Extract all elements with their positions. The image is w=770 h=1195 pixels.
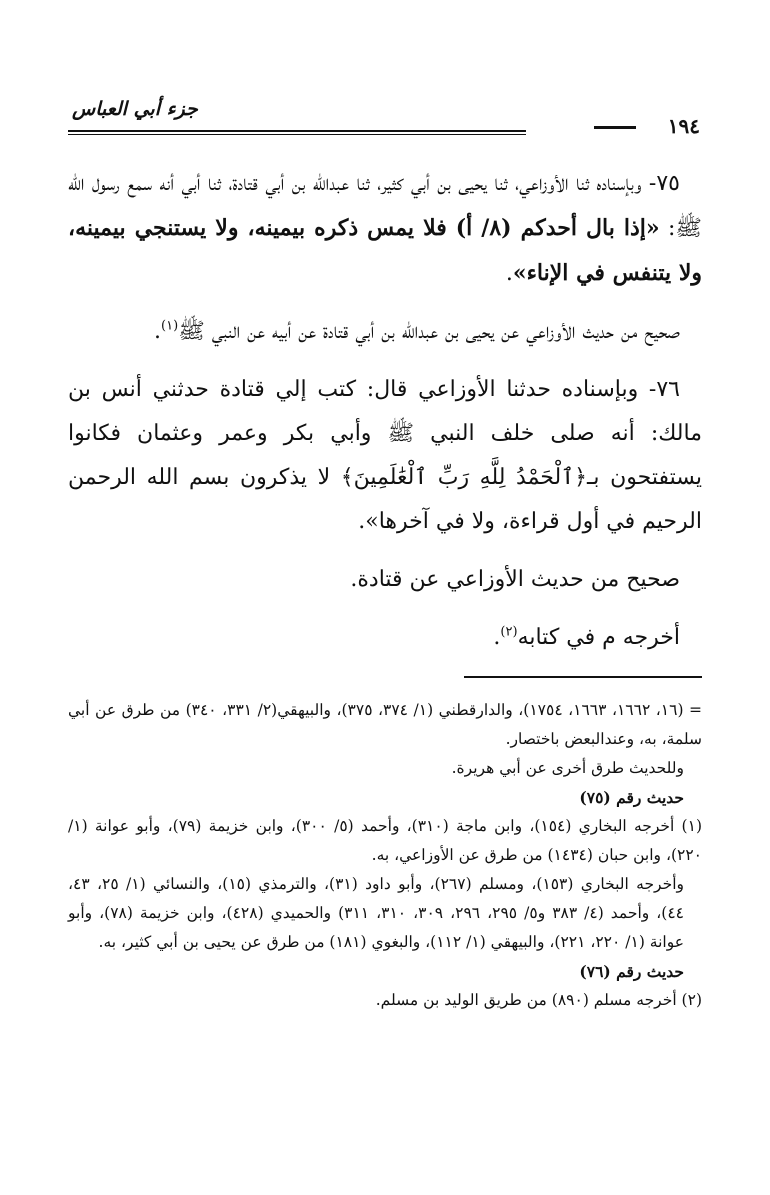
header-rule-long-thin [68, 134, 526, 135]
footnote-heading-76: حديث رقم (٧٦) [579, 962, 684, 981]
hadith-75-isnad: ٧٥- وبإسناده ثنا الأوزاعي، ثنا يحيى بن أبي كثير، ثنا عبدالله بن أبي قتادة، ثنا أبي أنه سمع رسول الله ﷺ: [68, 171, 702, 241]
book-page [68, 96, 702, 1015]
hadith-76-grade: صحيح من حديث الأوزاعي عن قتادة. [350, 567, 680, 592]
footnote-continued: = (١٦، ١٦٦٢، ١٦٦٣، ١٧٥٤)، والدارقطني (١/ ٣٧٤، ٣٧٥)، والبيهقي(٢/ ٣٣١، ٣٤٠) من طرق عن أبي سلمة، به، وعندالبعض باختصار. [68, 701, 702, 748]
hadith-75 [68, 162, 702, 296]
footnotes [68, 696, 702, 1015]
hadith-75-grade [68, 310, 702, 354]
page-number: ١٩٤ [667, 114, 700, 138]
running-title: جزء أبي العباس [72, 98, 198, 120]
hadith-76-takhrij-text: أخرجه م في كتابه [517, 625, 680, 650]
hadith-76-takhrij [68, 616, 702, 660]
footnote-ref-1: (١) [161, 318, 179, 334]
footnote-1-continued: وأخرجه البخاري (١٥٣)، ومسلم (٢٦٧)، وأبو داود (٣١)، والترمذي (١٥)، والنسائي (١/ ٢٥، ٤٣، ٤٤)، وأحمد (٤/ ٣٨٣ و٥/ ٢٩٥، ٢٩٦، ٣٠٩، ٣١٠، ٣١١) والحميدي (٤٢٨)، وابن خزيمة (٧٨)، وأبو عوانة (١/ ٢٢٠، ٢٢١)، والبيهقي (١/ ١١٢)، والبغوي (١٨١) من طرق عن يحيى بن أبي كثير، به. [68, 875, 684, 951]
hadith-75-end: . [505, 261, 513, 286]
footnote-ref-2: (٢) [500, 624, 518, 640]
hadith-76-takhrij-end: . [493, 625, 501, 650]
footnote-2: (٢) أخرجه مسلم (٨٩٠) من طريق الوليد بن مسلم. [375, 991, 702, 1009]
hadith-75-grade-text: صحيح من حديث الأوزاعي عن يحيى بن عبدالله بن أبي قتادة عن أبيه عن النبي ﷺ [178, 319, 680, 344]
page-header [68, 96, 702, 144]
footnote-heading-75: حديث رقم (٧٥) [579, 788, 684, 807]
hadith-75-matn: «إذا بال أحدكم (٨/ أ) فلا يمس ذكره بيمينه، ولا يستنجي بيمينه، ولا يتنفس في الإناء» [68, 215, 702, 286]
header-rule-short [594, 126, 636, 129]
hadith-75-grade-end: . [154, 319, 162, 344]
main-text [68, 162, 702, 660]
footnote-other-routes: وللحديث طرق أخرى عن أبي هريرة. [451, 759, 684, 777]
footnote-1: (١) أخرجه البخاري (١٥٤)، وابن ماجة (٣١٠)، وأحمد (٥/ ٣٠٠)، وابن خزيمة (٧٩)، وأبو عوانة (١/ ٢٢٠)، وابن حبان (١٤٣٤) من طرق عن الأوزاعي، به. [68, 817, 702, 864]
header-rule-long [68, 130, 526, 132]
footnote-separator [464, 676, 702, 678]
hadith-76: ٧٦- وبإسناده حدثنا الأوزاعي قال: كتب إلي قتادة حدثني أنس بن مالك: أنه صلى خلف النبي ﷺ وأبي بكر وعمر وعثمان فكانوا يستفتحون بـ﴿ٱلْحَمْدُ لِلَّهِ رَبِّ ٱلْعَٰلَمِينَ﴾ لا يذكرون بسم الله الرحمن الرحيم في أول قراءة، ولا في آخرها». [68, 377, 702, 534]
